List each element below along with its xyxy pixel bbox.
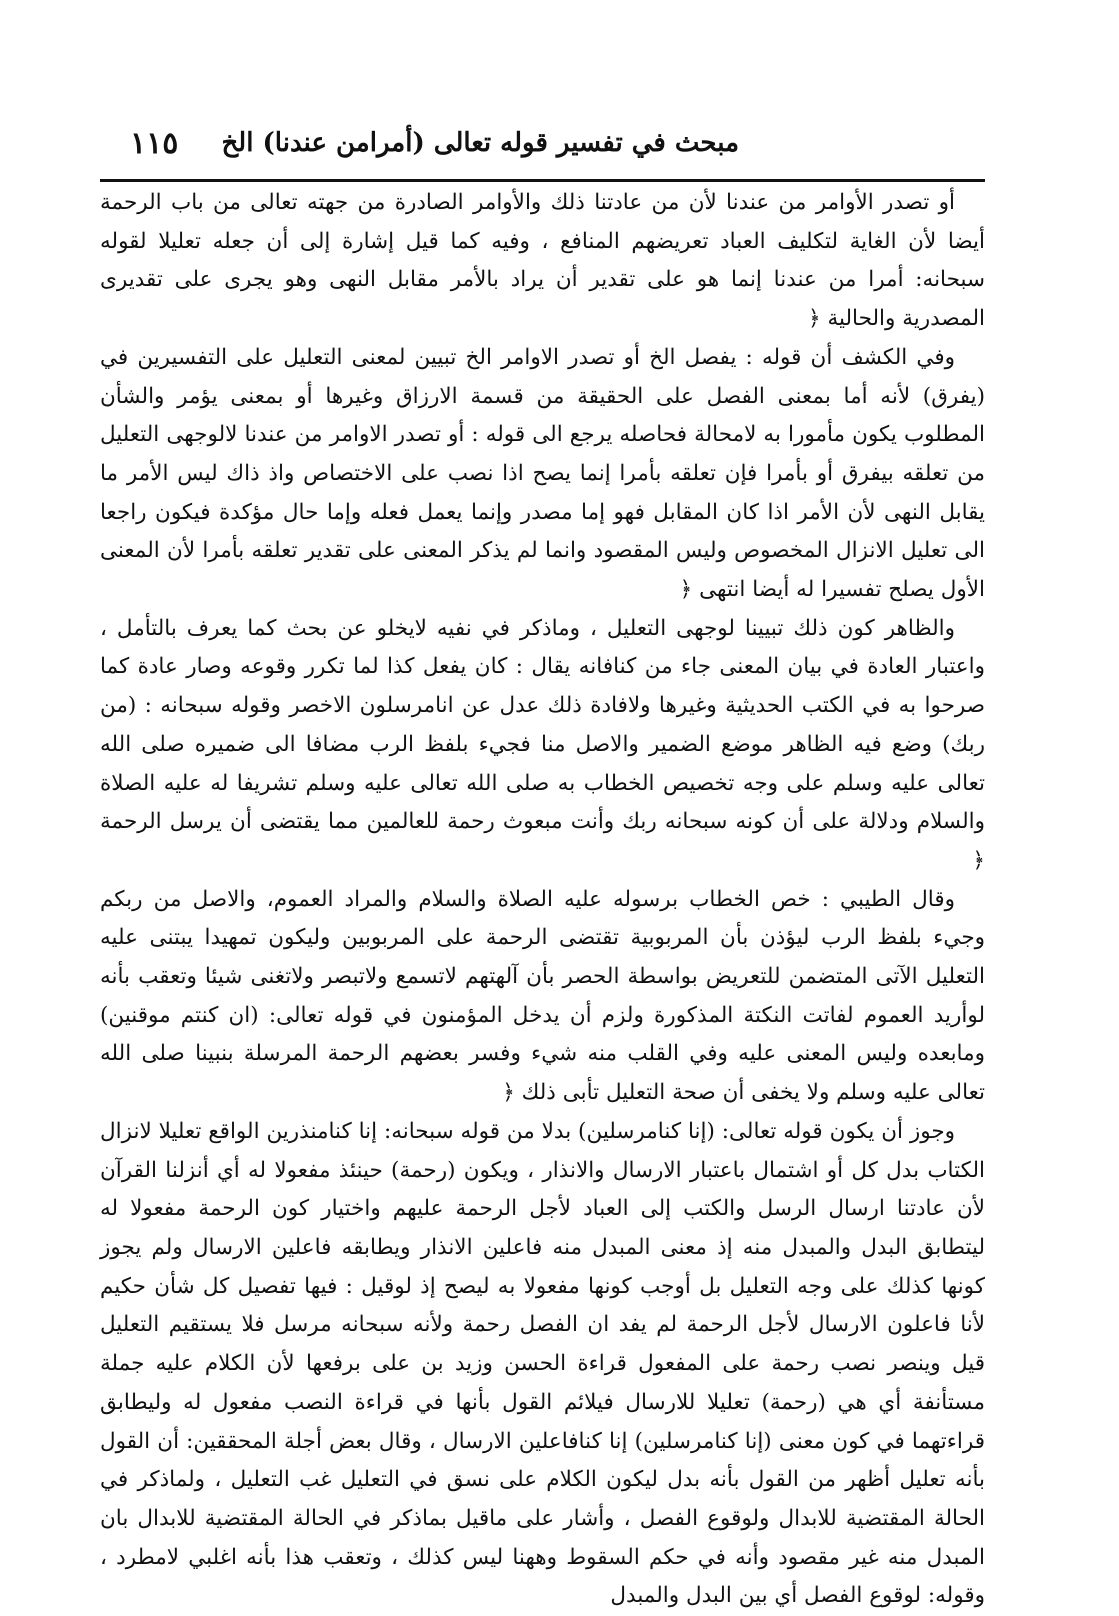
page-header	[100, 118, 739, 184]
body-text	[100, 184, 985, 1609]
paragraph: وفي الكشف أن قوله : يفصل الخ أو تصدر الاوامر الخ تبيين لمعنى التعليل على التفسيرين في (يفرق) لأنه أما بمعنى الفصل على الحقيقة من قسمة الارزاق وغيرها أو بمعنى يؤمر والشأن المطلوب يكون مأمورا به لامحالة فحاصله يرجع الى قوله : أو تصدر الاوامر من عندنا لالوجهى التعليل من تعلقه بيفرق أو بأمرا فإن تعلقه بأمرا إنما يصح اذا نصب على الاختصاص واذ ذاك ليس الأمر ما يقابل النهى لأن الأمر اذا كان المقابل فهو إما مصدر وإنما يعمل فعله وإما حال مؤكدة فيكون راجعا الى تعليل الانزال المخصوص وليس المقصود وانما لم يذكر المعنى على تقدير تعلقه بأمرا لأن المعنى الأول يصلح تفسيرا له أيضا انتهى ﴿	[100, 344, 985, 603]
paragraph: وقال الطيبي : خص الخطاب برسوله عليه الصلاة والسلام والمراد العموم، والاصل من ربكم وجيء بلفظ الرب ليؤذن بأن المربوبية تقتضى الرحمة على المربوبين وليكون تمهيدا يبتنى عليه التعليل الآتى المتضمن للتعريض بواسطة الحصر بأن آلهتهم لاتسمع ولاتبصر ولاتغنى شيئا وتعقب بأنه لوأريد العموم لفاتت النكتة المذكورة ولزم أن يدخل المؤمنون في قوله تعالى: (ان كنتم موقنين) ومابعده وليس المعنى عليه وفي القلب منه شيء وفسر بعضهم الرحمة المرسلة بنبينا صلى الله تعالى عليه وسلم ولا يخفى أن صحة التعليل تأبى ذلك ﴿	[100, 886, 985, 1106]
paragraph: وجوز أن يكون قوله تعالى: (إنا كنامرسلين) بدلا من قوله سبحانه: إنا كنامنذرين الواقع تعليلا لانزال الكتاب بدل كل أو اشتمال باعتبار الارسال والانذار ، ويكون (رحمة) حينئذ مفعولا له أي أنزلنا القرآن لأن عادتنا ارسال الرسل والكتب إلى العباد لأجل الرحمة عليهم واختيار كون الرحمة مفعولا له ليتطابق البدل والمبدل منه إذ معنى المبدل منه فاعلين الانذار ويطابقه فاعلين الارسال ولم يجوز كونها كذلك على وجه التعليل بل أوجب كونها مفعولا به ليصح إذ لوقيل : فيها تفصيل كل شأن حكيم لأنا فاعلون الارسال لأجل الرحمة لم يفد ان الفصل رحمة ولأنه سبحانه مرسل فلا يستقيم التعليل قيل وينصر نصب رحمة على المفعول قراءة الحسن وزيد بن على برفعها لأن الكلام عليه جملة مستأنفة أي هي (رحمة) تعليلا للارسال فيلائم القول بأنها في قراءة النصب مفعول له وليطابق قراءتهما في كون معنى (إنا كنامرسلين) إنا كنافاعلين الارسال ، وقال بعض أجلة المحققين: أن القول بأنه تعليل أظهر من القول بأنه بدل ليكون الكلام على نسق في التعليل غب التعليل ، ولماذكر في الحالة المقتضية للابدال ولوقوع الفصل ، وأشار على ماقيل بماذكر في الحالة المقتضية للابدال بان المبدل منه غير مقصود وأنه في حكم السقوط وههنا ليس كذلك ، وتعقب هذا بأنه اغلبي لامطرد ، وقوله: لوقوع الفصل أي بين البدل والمبدل	[100, 1118, 985, 1609]
header-rule	[100, 179, 985, 182]
paragraph: أو تصدر الأوامر من عندنا لأن من عادتنا ذلك والأوامر الصادرة من جهته تعالى من باب الرحمة أيضا لأن الغاية لتكليف العباد تعريضهم المنافع ، وفيه كما قيل إشارة إلى أن جعله تعليلا لقوله سبحانه: أمرا من عندنا إنما هو على تقدير أن يراد بالأمر مقابل النهى وهو يجرى على تقديرى المصدرية والحالية ﴿	[100, 190, 985, 332]
running-title: مبحث في تفسير قوله تعالى (أمرامن عندنا) الخ	[221, 128, 739, 158]
paragraph: والظاهر كون ذلك تبيينا لوجهى التعليل ، وماذكر في نفيه لايخلو عن بحث كما يعرف بالتأمل ، واعتبار العادة في بيان المعنى جاء من كنافانه يقال : كان يفعل كذا لما تكرر وقوعه وصار عادة كما صرحوا به في الكتب الحديثية وغيرها ولافادة ذلك عدل عن انامرسلون الاخصر وقوله سبحانه : (من ربك) وضع فيه الظاهر موضع الضمير والاصل منا فجيء بلفظ الرب مضافا الى ضميره صلى الله تعالى عليه وسلم على وجه تخصيص الخطاب به صلى الله تعالى عليه وسلم تشريفا له عليه الصلاة والسلام ودلالة على أن كونه سبحانه ربك وأنت مبعوث رحمة للعالمين مما يقتضى أن يرسل الرحمة ﴿	[100, 615, 985, 873]
page-number: ١١٥	[130, 126, 179, 161]
